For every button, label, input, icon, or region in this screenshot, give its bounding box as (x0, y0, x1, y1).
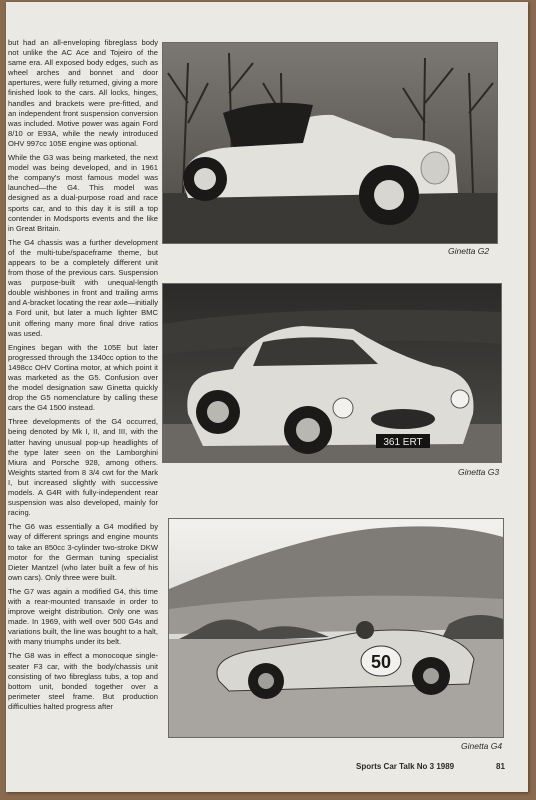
ginetta-g3-plate: 361 ERT (383, 437, 423, 448)
ginetta-g3-photo (162, 283, 502, 463)
ginetta-g4-photo (168, 518, 504, 738)
ginetta-g3-caption: Ginetta G3 (458, 467, 500, 477)
ginetta-g4-race-number: 50 (370, 652, 392, 672)
ginetta-g2-caption: Ginetta G2 (448, 246, 490, 256)
article-paragraph: but had an all-enveloping fibreglass body not unlike the AC Ace and Tojeiro of the same era. All exposed body edges, such as wheel arches and bonnet and door apertures, were fully returned, giving a more finished look to the cars. All locks, hinges, handles and brackets were pre-fitted, and an independent front suspension conversion was included. Motive power was again Ford 8/10 or E93A, while the newly introduced OHV 997cc 105E engine was optional. (8, 38, 158, 148)
ginetta-g2-photo (162, 42, 498, 244)
ginetta-g4-caption: Ginetta G4 (461, 741, 503, 751)
article-paragraph: Three developments of the G4 occurred, being denoted by Mk I, II, and III, with the latter having unusual pop-up headlights of the type later seen on the Lamborghini Miura and Porsche 928, among others. Weights started from 8 3/4 cwt for the Mark I, but increased slightly with successive models. A G4R with fully-independent rear suspension was also developed, mainly for racing. (8, 417, 158, 518)
footer-page-number: 81 (496, 762, 505, 771)
article-paragraph: Engines began with the 105E but later progressed through the 1340cc option to the 1498cc OHV Cortina motor, at which point it was marketed as the G5. Confusion over the model designation saw Ginetta quickly drop the G5 nomenclature by calling these cars the G4 1500 instead. (8, 342, 158, 413)
article-paragraph: The G6 was essentially a G4 modified by way of different springs and engine mounts to take an 850cc 3-cylinder two-stroke DKW motor for the German tuning specialist Dieter Mantzel (who later built a few of his own cars). Only three were built. (8, 522, 158, 582)
magazine-page (6, 2, 528, 792)
article-text-column (8, 38, 158, 716)
article-paragraph: The G7 was again a modified G4, this time with a rear-mounted transaxle in order to improve weight distribution. Only one was made. In 1969, with well over 500 G4s and variations built, the line was bought to a halt, with many triumphs under its belt. (8, 586, 158, 647)
article-paragraph: The G4 chassis was a further development of the multi-tube/spaceframe theme, but appears to be a completely different unit from those of the previous cars. Suspension was purpose-built with unequal-length double wishbones in front and trailing arms and A-bracket locating the rear axle—initially a Ford unit, but later a much lighter BMC unit offering many more final drive ratios was used. (8, 237, 158, 338)
footer-publication: Sports Car Talk No 3 1989 (356, 762, 455, 771)
article-paragraph: The G8 was in effect a monocoque single-seater F3 car, with the body/chassis unit consisting of two fibreglass tubs, a top and bottom unit, bonded together over a perimeter steel frame. But production difficulties halted progress after (8, 651, 158, 711)
article-paragraph: While the G3 was being marketed, the next model was being developed, and in 1961 the company's most famous model was launched—the G4. This model was designed as a dual-purpose road and race sports car, and to this day it is still a top contender in Modsports events and the like in Great Britain. (8, 153, 158, 233)
